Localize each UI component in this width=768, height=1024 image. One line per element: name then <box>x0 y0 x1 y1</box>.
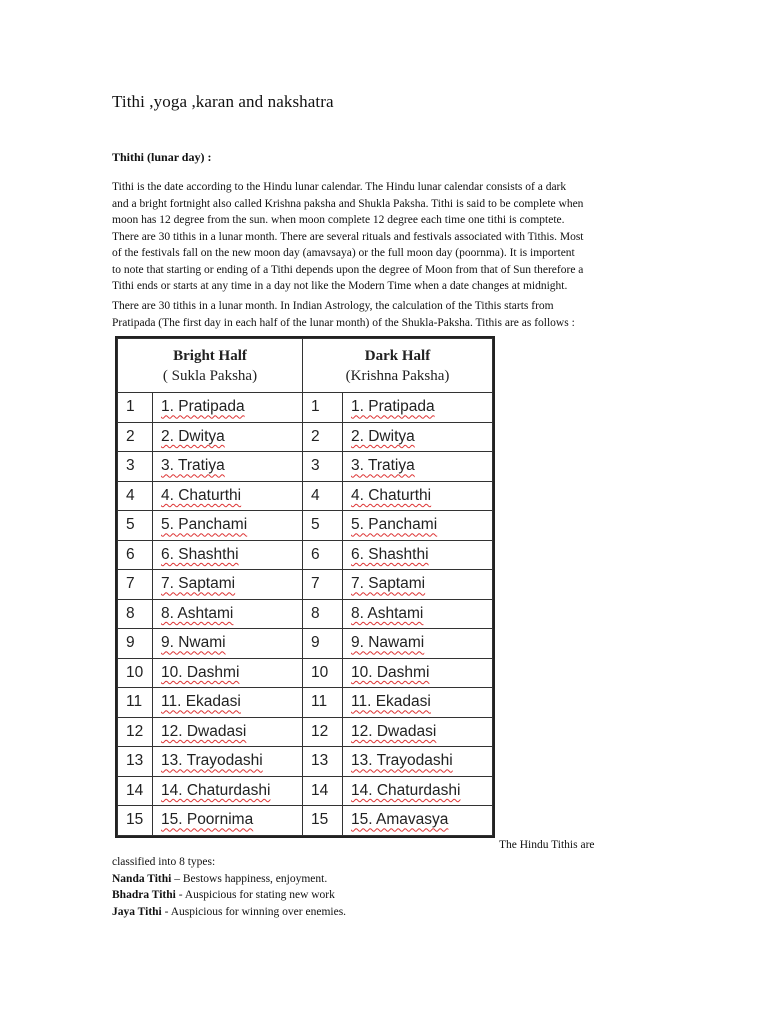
type-name: Jaya Tithi <box>112 905 162 918</box>
bright-number-cell <box>118 806 153 836</box>
table-row <box>118 776 493 806</box>
bright-number: 7 <box>126 575 135 593</box>
dark-tithi-name: 15. Amavasya <box>351 811 449 829</box>
tithi-type-jaya <box>112 904 658 921</box>
bright-number-cell <box>118 511 153 541</box>
bright-tithi-name: 10. Dashmi <box>161 663 240 681</box>
dark-half-title: Dark Half <box>364 347 431 364</box>
dark-tithi-name-cell <box>343 717 493 747</box>
type-desc: Bestows happiness, enjoyment. <box>182 872 328 885</box>
dark-number-cell <box>303 688 343 718</box>
section-heading: Thithi (lunar day) : <box>112 150 212 164</box>
bright-tithi-name-cell <box>153 688 303 718</box>
dark-tithi-name-cell <box>343 599 493 629</box>
bright-number: 6 <box>126 545 135 563</box>
table-row <box>118 422 493 452</box>
dark-tithi-name-cell <box>343 422 493 452</box>
bright-number: 5 <box>126 516 135 534</box>
table-row <box>118 452 493 482</box>
dark-number: 2 <box>311 427 320 445</box>
dark-number-cell <box>303 511 343 541</box>
dark-tithi-name: 11. Ekadasi <box>351 693 431 711</box>
dark-number: 8 <box>311 604 320 622</box>
dark-number-cell <box>303 806 343 836</box>
paragraph-line: Tithi is the date according to the Hindu lunar calendar. The Hindu lunar calendar consists of a dark <box>112 181 567 193</box>
bright-tithi-name-cell <box>153 511 303 541</box>
dark-number: 1 <box>311 398 320 416</box>
type-sep: – <box>171 872 183 885</box>
bright-tithi-name-cell <box>153 540 303 570</box>
tithi-type-bhadra <box>112 887 658 904</box>
dark-tithi-name: 2. Dwitya <box>351 427 415 445</box>
dark-number: 13 <box>311 752 329 770</box>
dark-tithi-name: 7. Saptami <box>351 575 426 593</box>
table-header-row <box>118 339 493 393</box>
table-row <box>118 688 493 718</box>
paragraph-line: There are 30 tithis in a lunar month. In Indian Astrology, the calculation of the Tithis starts from <box>112 300 554 312</box>
paragraph-line: of the festivals fall on the new moon day (amavsaya) or the full moon day (poornma). It is importent <box>112 247 575 259</box>
dark-tithi-name-cell <box>343 806 493 836</box>
side-note: The Hindu Tithis are <box>499 839 595 851</box>
paragraph-line: Tithi ends or starts at any time in a day not like the Modern Time when a date changes at midnight. <box>112 280 568 292</box>
paragraph-line: moon has 12 degree from the sun. when moon complete 12 degree each time one tithi is comptete. <box>112 214 565 226</box>
bright-number: 10 <box>126 663 144 681</box>
bright-tithi-name: 7. Saptami <box>161 575 236 593</box>
bright-tithi-name: 6. Shashthi <box>161 545 239 563</box>
dark-number-cell <box>303 747 343 777</box>
bright-tithi-name-cell <box>153 570 303 600</box>
dark-number: 15 <box>311 811 329 829</box>
bright-tithi-name-cell <box>153 658 303 688</box>
dark-number: 11 <box>311 693 328 711</box>
dark-number-cell <box>303 717 343 747</box>
dark-number: 5 <box>311 516 320 534</box>
dark-number: 7 <box>311 575 320 593</box>
dark-number-cell <box>303 658 343 688</box>
dark-tithi-name: 1. Pratipada <box>351 398 435 416</box>
bright-number: 13 <box>126 752 144 770</box>
bright-tithi-name-cell <box>153 629 303 659</box>
dark-tithi-name-cell <box>343 452 493 482</box>
dark-tithi-name: 10. Dashmi <box>351 663 430 681</box>
bright-number-cell <box>118 540 153 570</box>
type-name: Bhadra Tithi <box>112 889 176 901</box>
bright-tithi-name-cell <box>153 806 303 836</box>
bright-number: 9 <box>126 634 135 652</box>
dark-tithi-name: 9. Nawami <box>351 634 425 652</box>
dark-tithi-name: 3. Tratiya <box>351 457 415 475</box>
dark-number: 4 <box>311 486 320 504</box>
bright-tithi-name-cell <box>153 452 303 482</box>
table-row <box>118 511 493 541</box>
table-row <box>118 629 493 659</box>
bright-number-cell <box>118 481 153 511</box>
paragraph-line: and a bright fortnight also called Krishna paksha and Shukla Paksha. Tithi is said to be complete when <box>112 197 584 210</box>
bright-half-subtitle: ( Sukla Paksha) <box>162 367 258 384</box>
bright-number-cell <box>118 688 153 718</box>
bright-number-cell <box>118 452 153 482</box>
dark-tithi-name-cell <box>343 688 493 718</box>
bright-number: 1 <box>126 398 135 416</box>
tithi-count-paragraph <box>112 298 657 331</box>
bright-tithi-name: 5. Panchami <box>161 516 248 534</box>
table-row <box>118 481 493 511</box>
table-row <box>118 717 493 747</box>
bright-number: 11 <box>126 693 143 711</box>
dark-number: 12 <box>311 722 329 740</box>
bright-number: 3 <box>126 457 135 475</box>
dark-tithi-name-cell <box>343 629 493 659</box>
dark-tithi-name-cell <box>343 481 493 511</box>
dark-half-subtitle: (Krishna Paksha) <box>345 367 450 384</box>
dark-number-cell <box>303 393 343 423</box>
dark-tithi-name: 5. Panchami <box>351 516 438 534</box>
dark-number-cell <box>303 776 343 806</box>
dark-number-cell <box>303 629 343 659</box>
types-intro: classified into 8 types: <box>112 856 216 868</box>
bright-tithi-name-cell <box>153 393 303 423</box>
dark-number-cell <box>303 422 343 452</box>
dark-tithi-name-cell <box>343 658 493 688</box>
bright-number: 14 <box>126 781 144 799</box>
dark-number: 9 <box>311 634 320 652</box>
bright-number-cell <box>118 422 153 452</box>
dark-tithi-name: 13. Trayodashi <box>351 752 453 770</box>
bright-tithi-name: 2. Dwitya <box>161 427 225 445</box>
paragraph-line: Pratipada (The first day in each half of the lunar month) of the Shukla-Paksha. Tithis are as follows : <box>112 316 575 329</box>
bright-number: 2 <box>126 427 135 445</box>
dark-tithi-name-cell <box>343 511 493 541</box>
bright-tithi-name: 9. Nwami <box>161 634 226 652</box>
bright-number-cell <box>118 776 153 806</box>
dark-number-cell <box>303 540 343 570</box>
bright-number-cell <box>118 629 153 659</box>
dark-number: 14 <box>311 781 329 799</box>
bright-tithi-name-cell <box>153 747 303 777</box>
table-row <box>118 806 493 836</box>
tithi-type-nanda <box>112 871 658 888</box>
type-desc: Auspicious for winning over enemies. <box>170 905 347 918</box>
table-row <box>118 599 493 629</box>
bright-number-cell <box>118 658 153 688</box>
type-sep: - <box>175 889 185 901</box>
tithi-table <box>117 338 493 836</box>
dark-tithi-name-cell <box>343 540 493 570</box>
paragraph-line: There are 30 tithis in a lunar month. There are several rituals and festivals associated with Tithis. Most <box>112 230 584 243</box>
bright-half-header <box>118 339 303 393</box>
dark-number-cell <box>303 452 343 482</box>
bright-tithi-name: 12. Dwadasi <box>161 722 247 740</box>
bright-tithi-name-cell <box>153 776 303 806</box>
dark-tithi-name: 12. Dwadasi <box>351 722 437 740</box>
dark-number-cell <box>303 570 343 600</box>
bright-number-cell <box>118 599 153 629</box>
bright-tithi-name: 1. Pratipada <box>161 398 245 416</box>
dark-tithi-name: 4. Chaturthi <box>351 486 432 504</box>
bright-number: 4 <box>126 486 135 504</box>
dark-number: 10 <box>311 663 329 681</box>
dark-tithi-name-cell <box>343 570 493 600</box>
bright-tithi-name: 3. Tratiya <box>161 457 225 475</box>
dark-tithi-name: 8. Ashtami <box>351 604 424 622</box>
dark-half-header <box>303 339 493 393</box>
bright-number-cell <box>118 393 153 423</box>
bright-tithi-name: 14. Chaturdashi <box>161 781 271 799</box>
dark-number-cell <box>303 599 343 629</box>
bright-half-title: Bright Half <box>173 347 247 364</box>
bright-tithi-name-cell <box>153 717 303 747</box>
dark-tithi-name: 6. Shashthi <box>351 545 429 563</box>
dark-tithi-name-cell <box>343 776 493 806</box>
bright-tithi-name-cell <box>153 481 303 511</box>
table-row <box>118 747 493 777</box>
intro-paragraph <box>112 179 657 295</box>
bright-tithi-name: 4. Chaturthi <box>161 486 242 504</box>
bright-number-cell <box>118 717 153 747</box>
bright-number: 8 <box>126 604 135 622</box>
dark-tithi-name-cell <box>343 393 493 423</box>
bright-tithi-name: 11. Ekadasi <box>161 693 241 711</box>
dark-tithi-name-cell <box>343 747 493 777</box>
type-desc: Auspicious for stating new work <box>184 889 335 901</box>
document-title: Tithi ,yoga ,karan and nakshatra <box>112 92 334 111</box>
bright-tithi-name-cell <box>153 422 303 452</box>
bright-number: 15 <box>126 811 144 829</box>
dark-number: 6 <box>311 545 320 563</box>
table-row <box>118 540 493 570</box>
dark-number: 3 <box>311 457 320 475</box>
dark-tithi-name: 14. Chaturdashi <box>351 781 461 799</box>
bright-number-cell <box>118 747 153 777</box>
bright-tithi-name: 8. Ashtami <box>161 604 234 622</box>
bright-tithi-name: 15. Poornima <box>161 811 254 829</box>
bright-tithi-name-cell <box>153 599 303 629</box>
type-name: Nanda Tithi <box>112 872 172 885</box>
tithi-types <box>112 854 658 920</box>
table-row <box>118 393 493 423</box>
type-sep: - <box>161 905 171 918</box>
paragraph-line: to note that starting or ending of a Tithi depends upon the degree of Moon from that of Sun therefore a <box>112 263 584 276</box>
table-row <box>118 570 493 600</box>
bright-tithi-name: 13. Trayodashi <box>161 752 263 770</box>
dark-number-cell <box>303 481 343 511</box>
table-row <box>118 658 493 688</box>
bright-number-cell <box>118 570 153 600</box>
bright-number: 12 <box>126 722 144 740</box>
